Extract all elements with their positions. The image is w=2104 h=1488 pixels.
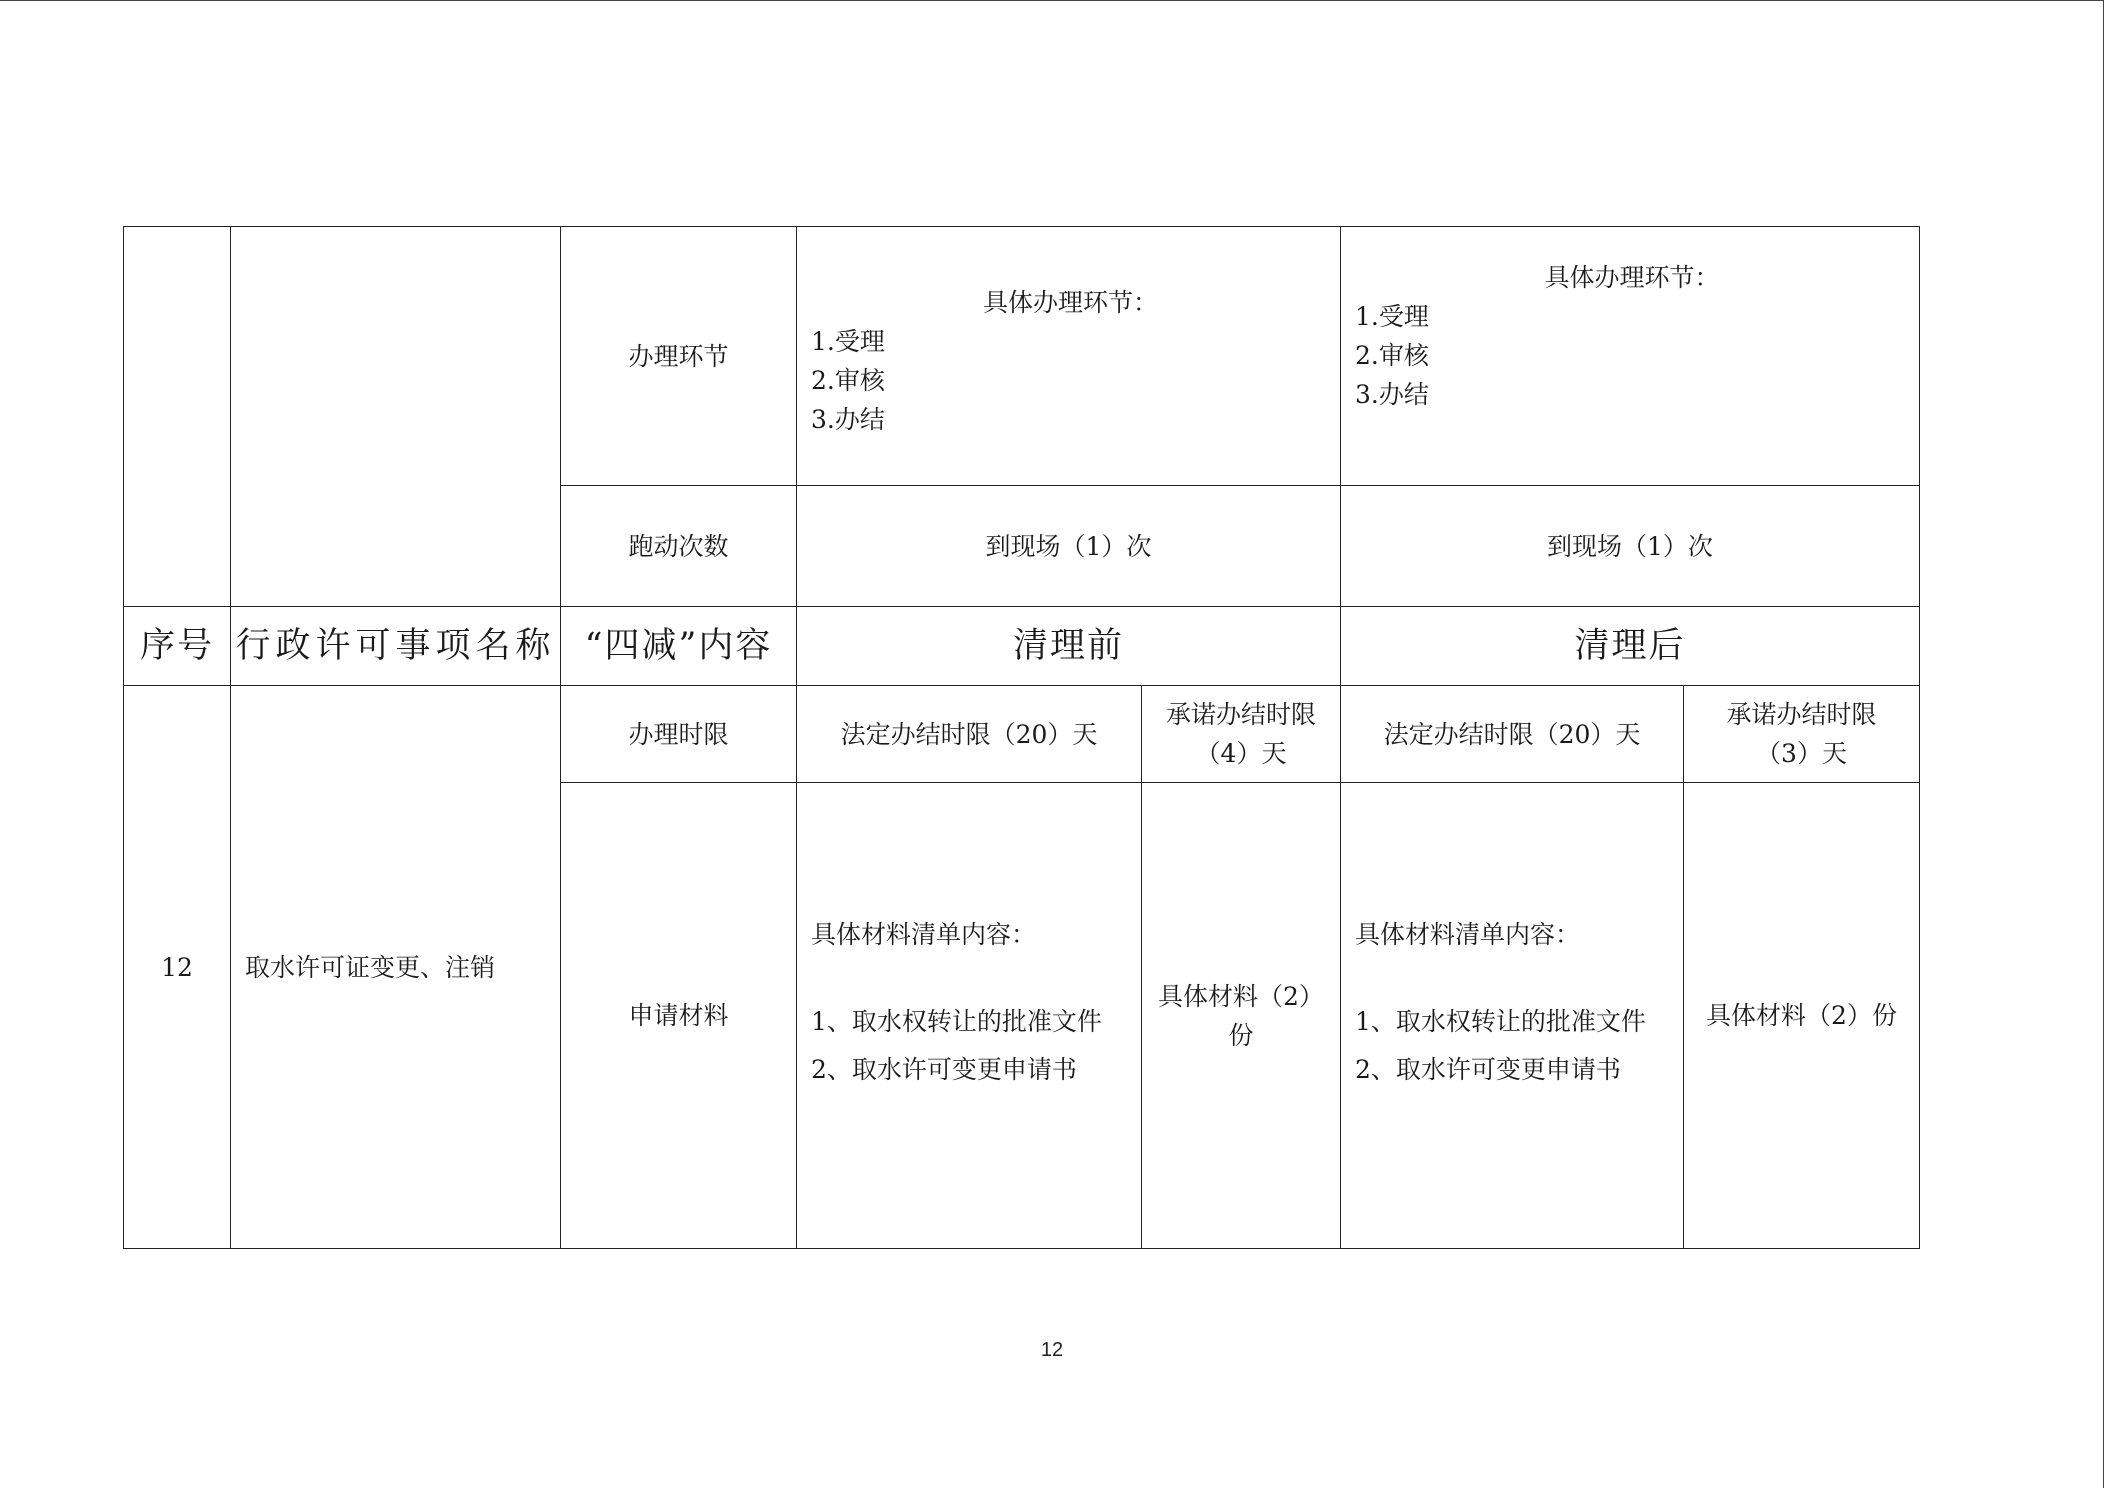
table-row-time-limit — [124, 686, 1920, 783]
steps-before — [811, 273, 1340, 439]
materials-after-item: 1、取水权转让的批准文件 — [1355, 1007, 1646, 1036]
steps-after-item: 2.审核 — [1355, 341, 1429, 370]
materials-before-item: 1、取水权转让的批准文件 — [811, 1007, 1102, 1036]
steps-before-item: 3.办结 — [811, 405, 885, 434]
steps-after-title: 具体办理环节： — [1544, 263, 1720, 292]
item-name: 取水许可证变更、注销 — [231, 686, 561, 1249]
materials-after-item: 2、取水许可变更申请书 — [1355, 1055, 1621, 1084]
steps-label: 办理环节 — [561, 227, 797, 486]
blank-name-cell — [231, 227, 561, 607]
header-after: 清理后 — [1341, 607, 1920, 686]
steps-after-item: 3.办结 — [1355, 380, 1429, 409]
time-after-promised: 承诺办结时限（3）天 — [1684, 686, 1920, 783]
time-before-legal: 法定办结时限（20）天 — [797, 686, 1142, 783]
page-number: 12 — [1040, 1339, 1064, 1361]
steps-before-cell — [797, 227, 1341, 486]
time-before-promised: 承诺办结时限（4）天 — [1142, 686, 1341, 783]
materials-before-count: 具体材料（2）份 — [1142, 783, 1341, 1249]
table-row-steps — [124, 227, 1920, 486]
header-item-name: 行政许可事项名称 — [231, 607, 561, 686]
steps-before-title: 具体办理环节： — [982, 288, 1158, 317]
steps-before-item: 1.受理 — [811, 327, 885, 356]
header-content: “四减”内容 — [561, 607, 797, 686]
steps-before-item: 2.审核 — [811, 366, 885, 395]
materials-before-cell — [797, 783, 1142, 1249]
materials-after-cell — [1341, 783, 1684, 1249]
header-seq: 序号 — [124, 607, 231, 686]
steps-after-cell — [1341, 227, 1920, 486]
four-reductions-table — [123, 226, 1920, 1249]
header-before: 清理前 — [797, 607, 1341, 686]
visits-after: 到现场（1）次 — [1341, 486, 1920, 607]
visits-before: 到现场（1）次 — [797, 486, 1341, 607]
visits-label: 跑动次数 — [561, 486, 797, 607]
time-after-legal: 法定办结时限（20）天 — [1341, 686, 1684, 783]
materials-label: 申请材料 — [561, 783, 797, 1249]
materials-after-count: 具体材料（2）份 — [1684, 783, 1920, 1249]
blank-seq-cell — [124, 227, 231, 607]
materials-before-item: 2、取水许可变更申请书 — [811, 1055, 1077, 1084]
table-header-row — [124, 607, 1920, 686]
page-edge-top — [0, 0, 2104, 1]
materials-after-title: 具体材料清单内容： — [1355, 920, 1581, 949]
materials-before-title: 具体材料清单内容： — [811, 920, 1037, 949]
item-seq: 12 — [124, 686, 231, 1249]
time-limit-label: 办理时限 — [561, 686, 797, 783]
steps-after-item: 1.受理 — [1355, 302, 1429, 331]
steps-after — [1355, 258, 1919, 414]
